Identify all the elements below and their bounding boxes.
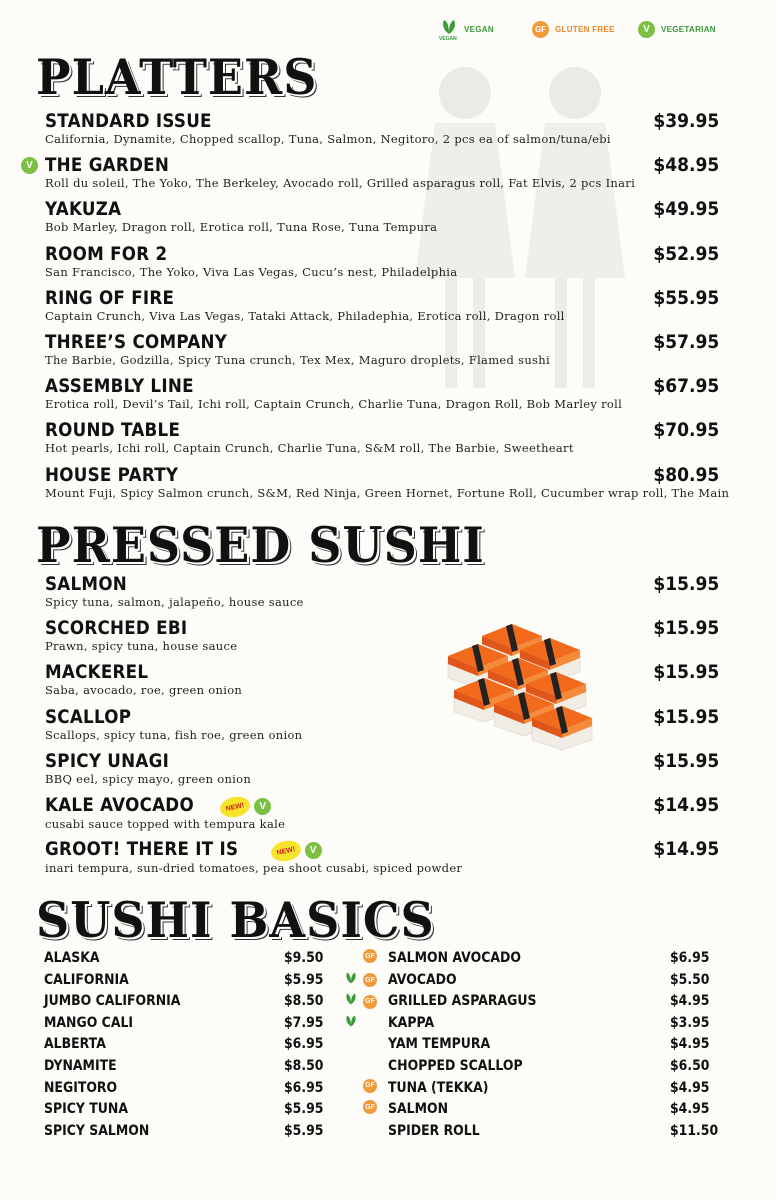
platter-item-price: $67.95 [653, 375, 719, 398]
vegetarian-icon: V [21, 157, 38, 174]
sushi-basics-item-price: $5.95 [284, 1101, 324, 1118]
platter-item-name: ASSEMBLY LINE [45, 375, 194, 398]
sushi-basics-item [342, 948, 722, 968]
sushi-basics-title: SUSHI BASICS [36, 891, 435, 949]
sushi-basics-item-price: $5.95 [284, 971, 324, 988]
dietary-legend [440, 16, 760, 42]
pressed-sushi-item-price: $14.95 [653, 838, 719, 861]
platter-item-name: THREE’S COMPANY [45, 331, 228, 353]
platter-item-description: California, Dynamite, Chopped scallop, Tuna, Salmon, Negitoro, 2 pcs ea of salmon/tuna/ebi [45, 132, 611, 146]
vegan-leaf-icon [344, 971, 358, 990]
sushi-basics-item-name: JUMBO CALIFORNIA [44, 993, 181, 1010]
dietary-badges [342, 1079, 379, 1093]
gluten-free-icon-slot [361, 973, 379, 987]
sushi-basics-item-price: $9.50 [284, 950, 324, 966]
platter-item-name: RING OF FIRE [45, 286, 175, 309]
sushi-basics-item-name: SALMON [388, 1101, 449, 1118]
platter-item [45, 375, 725, 411]
sushi-basics-item-price: $3.95 [670, 1014, 710, 1031]
sushi-basics-item-name: TUNA (TEKKA) [388, 1079, 489, 1096]
gluten-free-icon: GF [532, 21, 549, 38]
platter-item [45, 331, 725, 367]
platter-item [45, 287, 725, 323]
sushi-basics-item [342, 1013, 722, 1033]
sushi-basics-item [44, 1056, 334, 1076]
sushi-basics-item [44, 1078, 334, 1098]
sushi-basics-item-name: MANGO CALI [44, 1014, 134, 1031]
platter-item [45, 110, 725, 146]
sushi-basics-item-price: $5.50 [670, 971, 710, 988]
platter-item-description: Hot pearls, Ichi roll, Captain Crunch, Charlie Tuna, S&M roll, The Barbie, Sweetheart [45, 441, 574, 456]
platter-item-description: Mount Fuji, Spicy Salmon crunch, S&M, Red Ninja, Green Hornet, Fortune Roll, Cucumber wrap roll, The Main [45, 485, 730, 500]
vegan-icon-slot [342, 1014, 360, 1033]
pressed-sushi-item-description: Scallops, spicy tuna, fish roe, green onion [45, 727, 303, 742]
pressed-sushi-item [45, 661, 725, 697]
vegan-leaf-icon [440, 18, 458, 40]
platter-item-description: Erotica roll, Devil’s Tail, Ichi roll, Captain Crunch, Charlie Tuna, Dragon Roll, Bob Marley roll [45, 397, 623, 412]
legend-vegetarian [638, 16, 716, 42]
sushi-basics-item [342, 1056, 722, 1076]
new-badge: NEW! [269, 838, 303, 864]
pressed-sushi-item-price: $14.95 [653, 794, 719, 816]
platter-item-price: $70.95 [653, 419, 719, 442]
sushi-basics-item [44, 1099, 334, 1119]
sushi-basics-item-name: GRILLED ASPARAGUS [388, 993, 537, 1010]
vegan-icon-slot [342, 971, 360, 990]
platter-item-description: Bob Marley, Dragon roll, Erotica roll, Tuna Rose, Tuna Tempura [45, 220, 438, 235]
platter-item-name: THE GARDEN [45, 154, 170, 177]
sushi-basics-item-name: NEGITORO [44, 1079, 118, 1096]
sushi-basics-item-price: $8.50 [284, 993, 324, 1010]
sushi-basics-item-name: DYNAMITE [44, 1058, 117, 1074]
sushi-basics-item-price: $6.95 [670, 950, 710, 966]
sushi-basics-item-price: $4.95 [670, 993, 710, 1010]
pressed-sushi-item-name: SPICY UNAGI [45, 749, 170, 772]
legend-vegan [440, 16, 494, 42]
sushi-basics-item-name: SALMON AVOCADO [388, 950, 521, 966]
sushi-basics-item-price: $4.95 [670, 1036, 710, 1053]
pressed-sushi-item [45, 617, 725, 653]
pressed-sushi-item-name: SALMON [45, 573, 128, 595]
gluten-free-icon: GF [363, 995, 377, 1009]
sushi-basics-item-price: $6.95 [284, 1036, 324, 1053]
vegan-icon-caption: VEGAN [439, 36, 457, 42]
sushi-basics-item-name: YAM TEMPURA [388, 1036, 491, 1053]
sushi-basics-item [342, 970, 722, 990]
sushi-basics-item-name: SPICY TUNA [44, 1101, 129, 1118]
sushi-basics-item [342, 1099, 722, 1119]
gluten-free-icon-slot [361, 1100, 379, 1114]
pressed-sushi-item-price: $15.95 [653, 661, 719, 684]
legend-vegetarian-label: VEGETARIAN [661, 24, 716, 34]
sushi-basics-item [342, 1121, 722, 1141]
platter-item-name: ROUND TABLE [45, 419, 181, 442]
gluten-free-icon: GF [363, 973, 377, 987]
gluten-free-icon-slot [361, 949, 379, 963]
platter-item-name: STANDARD ISSUE [45, 110, 212, 132]
dietary-badges [342, 992, 379, 1011]
pressed-sushi-item [45, 750, 725, 786]
sushi-basics-item [342, 1078, 722, 1098]
sushi-basics-item [342, 1034, 722, 1054]
sushi-basics-item-price: $11.50 [670, 1122, 719, 1139]
platter-item [45, 243, 725, 279]
pressed-sushi-item-name: SCALLOP [45, 705, 132, 728]
vegetarian-icon: V [638, 21, 655, 38]
pressed-sushi-item [45, 794, 725, 831]
gluten-free-icon: GF [363, 1079, 377, 1093]
vegetarian-icon: V [305, 842, 322, 859]
pressed-sushi-item-description: Saba, avocado, roe, green onion [45, 683, 243, 698]
sushi-basics-item [44, 1121, 334, 1141]
platter-item-price: $39.95 [653, 110, 719, 132]
vegetarian-icon: V [254, 798, 271, 815]
platter-item-name: YAKUZA [45, 198, 122, 221]
pressed-sushi-item-name: GROOT! THERE IT IS [45, 838, 239, 861]
pressed-sushi-item-name: SCORCHED EBI [45, 617, 188, 640]
pressed-sushi-item-name: MACKEREL [45, 661, 149, 684]
sushi-basics-item-price: $8.50 [284, 1058, 324, 1074]
sushi-basics-item-name: CHOPPED SCALLOP [388, 1058, 523, 1074]
gluten-free-icon-slot [361, 1079, 379, 1093]
sushi-basics-item-price: $6.95 [284, 1079, 324, 1096]
platter-item [26, 154, 725, 191]
pressed-sushi-item-description: BBQ eel, spicy mayo, green onion [45, 771, 252, 786]
pressed-sushi-item-description: Spicy tuna, salmon, jalapeño, house sauce [45, 595, 304, 609]
gluten-free-icon: GF [363, 1100, 377, 1114]
new-badge: NEW! [218, 794, 252, 820]
sushi-basics-item-name: AVOCADO [388, 971, 457, 988]
sushi-basics-item-price: $6.50 [670, 1058, 710, 1074]
platter-item [45, 463, 730, 500]
platter-item-price: $57.95 [653, 331, 719, 353]
sushi-basics-item [342, 991, 722, 1011]
pressed-sushi-item-price: $15.95 [653, 705, 719, 728]
platter-item [45, 198, 725, 234]
pressed-sushi-item-description: cusabi sauce topped with tempura kale [45, 816, 286, 831]
platter-item-description: The Barbie, Godzilla, Spicy Tuna crunch, Tex Mex, Maguro droplets, Flamed sushi [45, 353, 550, 367]
pressed-sushi-item [45, 838, 725, 875]
pressed-sushi-item-description: Prawn, spicy tuna, house sauce [45, 639, 238, 654]
sushi-basics-item [44, 991, 334, 1011]
platter-item-description: Captain Crunch, Viva Las Vegas, Tataki Attack, Philadephia, Erotica roll, Dragon roll [45, 308, 565, 323]
pressed-sushi-item [45, 573, 725, 609]
platter-item-name: ROOM FOR 2 [45, 242, 168, 265]
vegan-leaf-icon [344, 1014, 358, 1033]
pressed-sushi-image [440, 612, 610, 752]
platter-item-price: $48.95 [653, 154, 719, 177]
sushi-basics-item-price: $7.95 [284, 1014, 324, 1031]
vegan-leaf-icon [344, 992, 358, 1011]
gluten-free-icon-slot [361, 995, 379, 1009]
sushi-basics-item-price: $4.95 [670, 1101, 710, 1118]
platter-item-description: San Francisco, The Yoko, Viva Las Vegas, Cucu’s nest, Philadelphia [45, 264, 458, 279]
sushi-basics-item-name: CALIFORNIA [44, 971, 129, 988]
legend-gluten-free-label: GLUTEN FREE [555, 24, 615, 34]
platter-item-price: $52.95 [653, 242, 719, 265]
pressed-sushi-item-price: $15.95 [653, 749, 719, 772]
sushi-basics-item [44, 1013, 334, 1033]
gluten-free-icon: GF [363, 949, 377, 963]
platter-item [45, 419, 725, 455]
sushi-basics-item-name: ALBERTA [44, 1036, 106, 1053]
platters-title: PLATTERS [36, 48, 318, 106]
platter-item-description: Roll du soleil, The Yoko, The Berkeley, Avocado roll, Grilled asparagus roll, Fat Elvis, 2 pcs Inari [45, 176, 636, 191]
vegan-icon-slot [342, 992, 360, 1011]
platter-item-price: $80.95 [653, 463, 719, 486]
sushi-basics-item-name: KAPPA [388, 1014, 435, 1031]
sushi-basics-item-name: ALASKA [44, 950, 100, 966]
platter-item-price: $55.95 [653, 286, 719, 309]
platter-item-name: HOUSE PARTY [45, 463, 179, 486]
sushi-basics-item-price: $5.95 [284, 1122, 324, 1139]
dietary-badges [342, 949, 379, 963]
sushi-basics-item-name: SPICY SALMON [44, 1122, 150, 1139]
sushi-basics-item [44, 948, 334, 968]
sushi-basics-item [44, 1034, 334, 1054]
pressed-sushi-item-name: KALE AVOCADO [45, 794, 194, 816]
pressed-sushi-item-description: inari tempura, sun-dried tomatoes, pea shoot cusabi, spiced powder [45, 860, 463, 875]
pressed-sushi-title: PRESSED SUSHI [36, 516, 485, 574]
dietary-badges [342, 1014, 379, 1033]
platter-item-price: $49.95 [653, 198, 719, 221]
sushi-basics-item-price: $4.95 [670, 1079, 710, 1096]
sushi-basics-item-name: SPIDER ROLL [388, 1122, 480, 1139]
pressed-sushi-item-price: $15.95 [653, 617, 719, 640]
legend-gluten-free [532, 16, 615, 42]
legend-vegan-label: VEGAN [464, 24, 494, 34]
pressed-sushi-item-price: $15.95 [653, 573, 719, 595]
dietary-badges [342, 1100, 379, 1114]
dietary-badges [342, 971, 379, 990]
pressed-sushi-item [45, 706, 725, 742]
sushi-basics-item [44, 970, 334, 990]
